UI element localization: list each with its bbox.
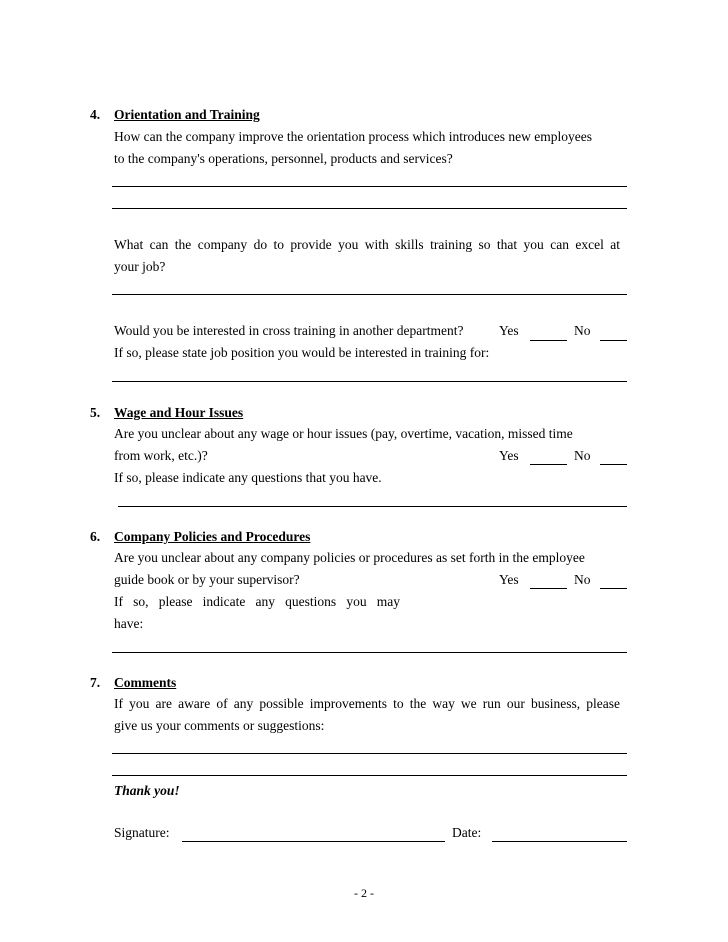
no-answer-blank[interactable] bbox=[600, 588, 627, 589]
yes-label: Yes bbox=[499, 448, 519, 463]
answer-line[interactable] bbox=[112, 381, 627, 382]
section-5-number: 5. bbox=[90, 405, 101, 420]
date-label: Date: bbox=[452, 825, 482, 840]
section-7-line-1: If you are aware of any possible improvements to the way we run our business, please bbox=[114, 696, 620, 711]
section-5-line-2: from work, etc.)? bbox=[114, 448, 208, 463]
section-4-number: 4. bbox=[90, 107, 101, 122]
yes-answer-blank[interactable] bbox=[530, 464, 567, 465]
yes-answer-blank[interactable] bbox=[530, 340, 567, 341]
section-4-question-2-line-2: your job? bbox=[114, 259, 166, 274]
section-4-title: Orientation and Training bbox=[114, 107, 260, 122]
section-4-question-1-line-2: to the company's operations, personnel, products and services? bbox=[114, 151, 453, 166]
no-label: No bbox=[574, 448, 591, 463]
yes-answer-blank[interactable] bbox=[530, 588, 567, 589]
thank-you-text: Thank you! bbox=[114, 783, 180, 798]
section-5-title: Wage and Hour Issues bbox=[114, 405, 244, 420]
section-6-line-3: If so, please indicate any questions you may bbox=[114, 594, 400, 609]
answer-line[interactable] bbox=[112, 753, 627, 754]
yes-label: Yes bbox=[499, 323, 519, 338]
section-4-question-3-line-2: If so, please state job position you would be interested in training for: bbox=[114, 345, 490, 360]
no-label: No bbox=[574, 572, 591, 587]
section-6-title: Company Policies and Procedures bbox=[114, 529, 311, 544]
answer-line[interactable] bbox=[112, 775, 627, 776]
signature-field[interactable] bbox=[182, 841, 445, 842]
answer-line[interactable] bbox=[112, 652, 627, 653]
section-6-line-4: have: bbox=[114, 616, 144, 631]
section-6-number: 6. bbox=[90, 529, 101, 544]
section-4-question-3-line-1: Would you be interested in cross training in another department? bbox=[114, 323, 464, 338]
section-7-title: Comments bbox=[114, 675, 177, 690]
date-field[interactable] bbox=[492, 841, 627, 842]
section-6-line-1: Are you unclear about any company policies or procedures as set forth in the employee bbox=[114, 550, 585, 565]
section-5-line-1: Are you unclear about any wage or hour issues (pay, overtime, vacation, missed time bbox=[114, 426, 573, 441]
signature-label: Signature: bbox=[114, 825, 170, 840]
yes-label: Yes bbox=[499, 572, 519, 587]
answer-line[interactable] bbox=[118, 506, 627, 507]
no-answer-blank[interactable] bbox=[600, 464, 627, 465]
page-number: - 2 - bbox=[354, 886, 374, 900]
section-5-line-3: If so, please indicate any questions that you have. bbox=[114, 470, 382, 485]
section-7-number: 7. bbox=[90, 675, 101, 690]
section-4-question-1-line-1: How can the company improve the orientation process which introduces new employees bbox=[114, 129, 592, 144]
answer-line[interactable] bbox=[112, 294, 627, 295]
section-6-line-2: guide book or by your supervisor? bbox=[114, 572, 300, 587]
section-4-question-2-line-1: What can the company do to provide you with skills training so that you can excel at bbox=[114, 237, 620, 252]
no-label: No bbox=[574, 323, 591, 338]
no-answer-blank[interactable] bbox=[600, 340, 627, 341]
answer-line[interactable] bbox=[112, 208, 627, 209]
answer-line[interactable] bbox=[112, 186, 627, 187]
section-7-line-2: give us your comments or suggestions: bbox=[114, 718, 325, 733]
